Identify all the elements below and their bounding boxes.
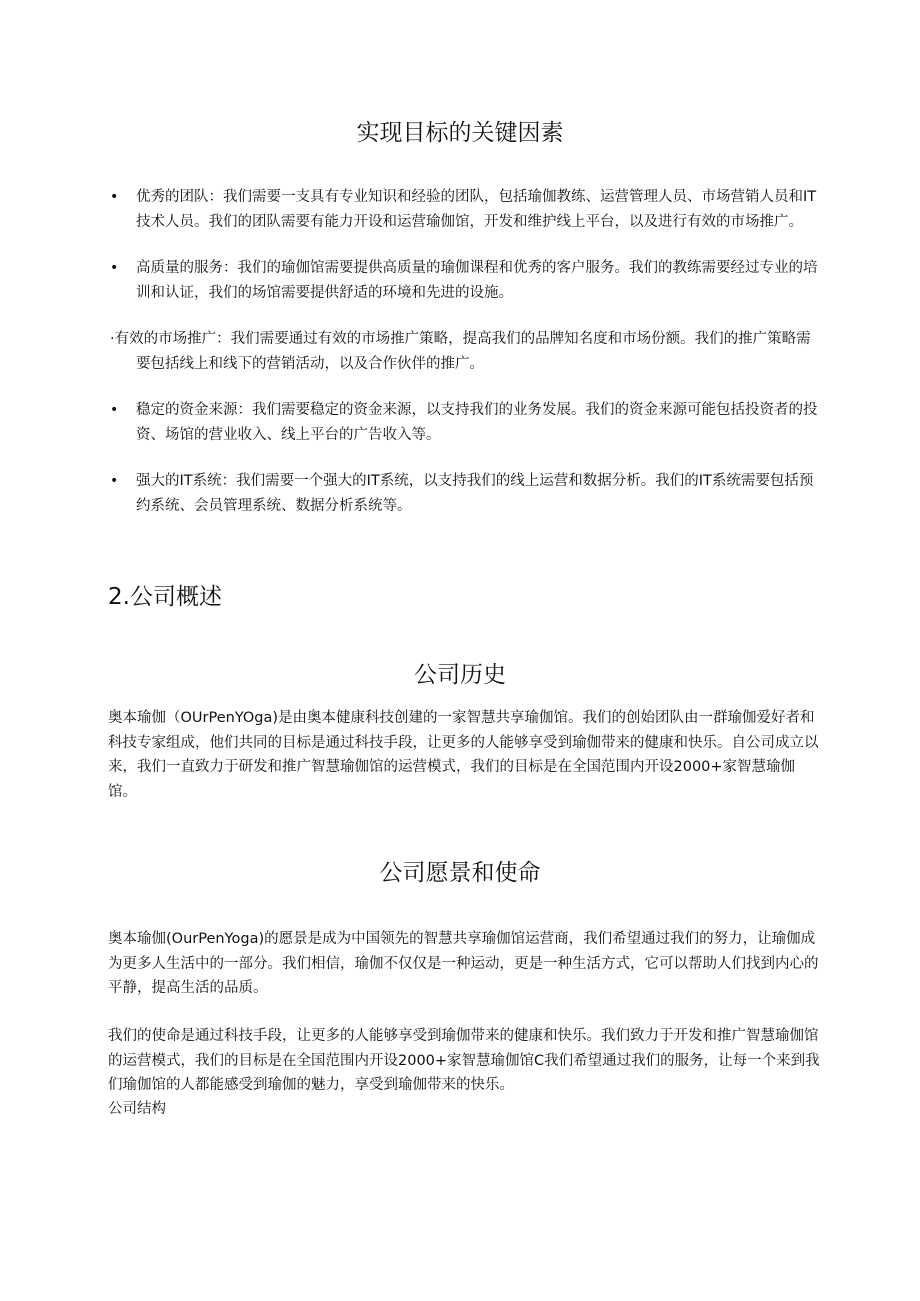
list-item — [0, 398, 920, 447]
list-item — [0, 327, 920, 376]
overview-heading: 2.公司概述 — [108, 584, 222, 610]
vision-title: 公司愿景和使命 — [379, 860, 541, 886]
list-item — [0, 256, 920, 305]
list-item-text: 高质量的服务：我们的瑜伽馆需要提供高质量的瑜伽课程和优秀的客户服务。我们的教练需要经过专业的培训和认证，我们的场馆需要提供舒适的环境和先进的设施。 — [136, 260, 818, 301]
bullet-marker: • — [110, 189, 119, 205]
mission-paragraph: 我们的使命是通过科技手段，让更多的人能够享受到瑜伽带来的健康和快乐。我们致力于开发和推广智慧瑜伽馆的运营模式，我们的目标是在全国范围内开设2000+家智慧瑜伽馆C我们希望通过我们的服务，让每一个来到我们瑜伽馆的人都能感受到瑜伽的魅力，享受到瑜伽带来的快乐。 — [108, 1028, 820, 1093]
history-title: 公司历史 — [414, 662, 506, 688]
bullet-marker: • — [110, 473, 119, 489]
key-factors-list — [0, 185, 920, 540]
bullet-marker: • — [110, 402, 119, 418]
vision-paragraph: 奥本瑜伽(OurPenYoga)的愿景是成为中国领先的智慧共享瑜伽馆运营商，我们希望通过我们的努力，让瑜伽成为更多人生活中的一部分。我们相信，瑜伽不仅仅是一种运动，更是一种生活方式，它可以帮助人们找到内心的平静，提高生活的品质。 — [108, 931, 819, 996]
list-item-text: ·有效的市场推广：我们需要通过有效的市场推广策略，提高我们的品牌知名度和市场份额。我们的推广策略需要包括线上和线下的营销活动，以及合作伙伴的推广。 — [110, 331, 811, 372]
list-item-text: 稳定的资金来源：我们需要稳定的资金来源，以支持我们的业务发展。我们的资金来源可能包括投资者的投资、场馆的营业收入、线上平台的广告收入等。 — [136, 402, 818, 443]
list-item-text: 强大的IT系统：我们需要一个强大的IT系统，以支持我们的线上运营和数据分析。我们的IT系统需要包括预约系统、会员管理系统、数据分析系统等。 — [136, 473, 814, 514]
bullet-marker: • — [110, 260, 119, 276]
structure-label: 公司结构 — [108, 1101, 166, 1117]
history-paragraph: 奥本瑜伽（OUrPenYOga)是由奥本健康科技创建的一家智慧共享瑜伽馆。我们的创始团队由一群瑜伽爱好者和科技专家组成，他们共同的目标是通过科技手段，让更多的人能够享受到瑜伽带来的健康和快乐。自公司成立以来，我们一直致力于研发和推广智慧瑜伽馆的运营模式，我们的目标是在全国范围内开设2000+家智慧瑜伽馆。 — [108, 710, 819, 800]
list-item — [0, 469, 920, 518]
list-item — [0, 185, 920, 234]
list-item-text: 优秀的团队：我们需要一支具有专业知识和经验的团队，包括瑜伽教练、运营管理人员、市场营销人员和IT技术人员。我们的团队需要有能力开设和运营瑜伽馆，开发和维护线上平台，以及进行有效的市场推广。 — [136, 189, 817, 230]
key-factors-title: 实现目标的关键因素 — [356, 120, 564, 146]
